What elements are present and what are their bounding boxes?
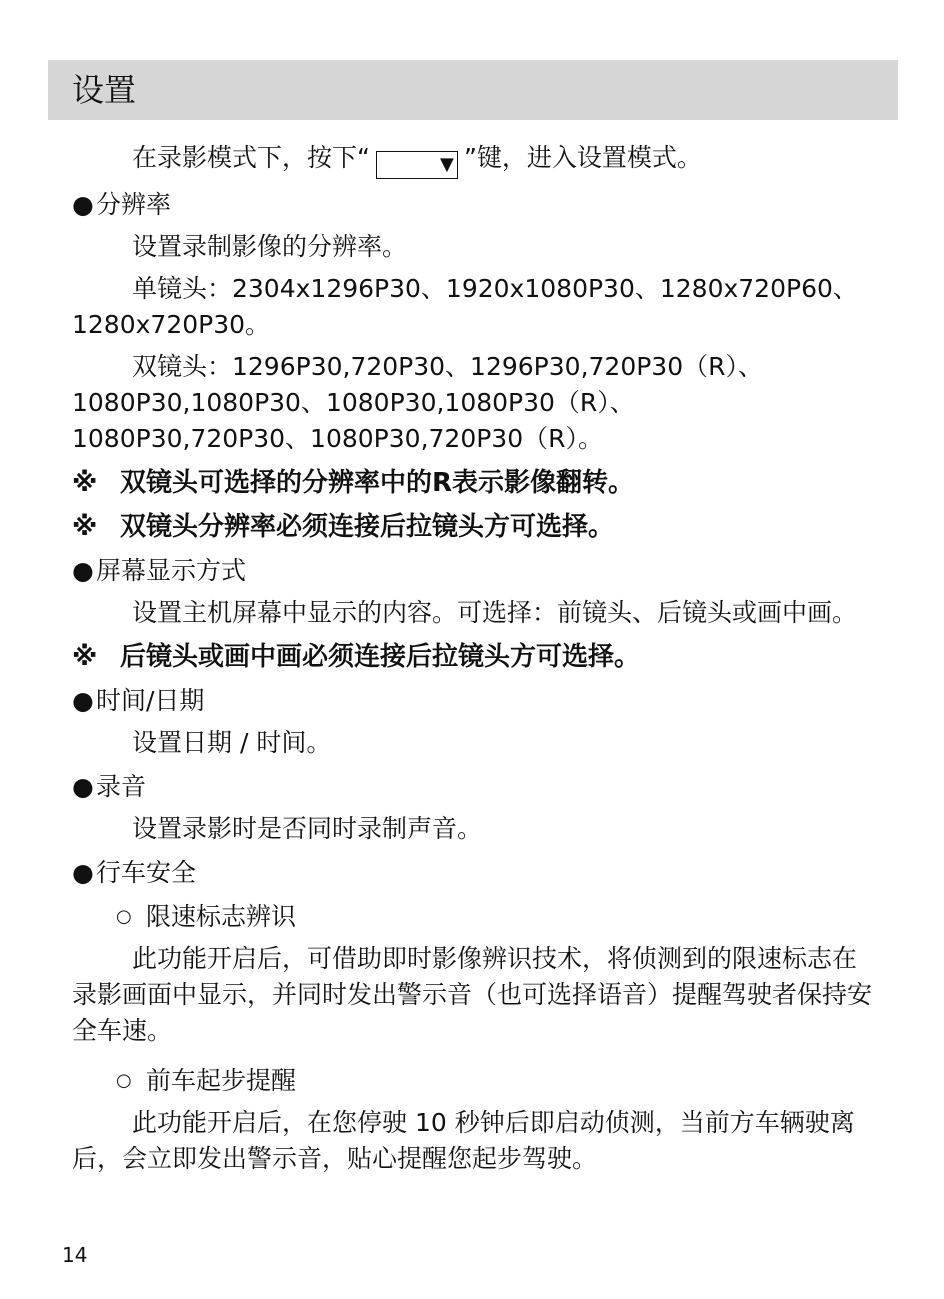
section-header (48, 60, 898, 120)
down-key-icon: ▼ (376, 151, 458, 179)
start-alert-desc: 此功能开启后，在您停驶 10 秒钟后即启动侦测，当前方车辆驶离后，会立即发出警示音，贴心提醒您起步驾驶。 (72, 1108, 855, 1173)
display-mode-desc: 设置主机屏幕中显示的内容。可选择：前镜头、后镜头或画中画。 (132, 598, 858, 627)
sub-item-start-alert (72, 1063, 872, 1099)
bullet-audio (72, 769, 872, 805)
resolution-title: 分辨率 (96, 190, 172, 219)
audio-title: 录音 (96, 772, 147, 801)
speed-sign-title: 限速标志辨识 (146, 902, 297, 931)
display-mode-title: 屏幕显示方式 (96, 556, 247, 585)
driving-safety-title: 行车安全 (96, 858, 197, 887)
circle-bullet-icon: ○ (116, 906, 132, 927)
audio-desc: 设置录影时是否同时录制声音。 (132, 814, 483, 843)
datetime-desc: 设置日期 / 时间。 (132, 728, 332, 757)
bullet-resolution (72, 187, 872, 223)
circle-bullet-icon: ○ (116, 1070, 132, 1091)
note-r-flip: ※ 双镜头可选择的分辨率中的R表示影像翻转。 (72, 468, 635, 498)
bullet-icon: ● (72, 686, 94, 715)
bullet-icon: ● (72, 858, 94, 887)
page-title: 设置 (72, 71, 137, 109)
page-number: 14 (62, 1243, 88, 1267)
bullet-driving-safety (72, 855, 872, 891)
bullet-icon: ● (72, 556, 94, 585)
bullet-icon: ● (72, 772, 94, 801)
bullet-display-mode (72, 553, 872, 589)
intro-text: 在录影模式下，按下“ ▼ ”键，进入设置模式。 (72, 140, 872, 179)
bullet-icon: ● (72, 190, 94, 219)
content (72, 140, 872, 1177)
sub-item-speed-sign (72, 899, 872, 935)
resolution-desc: 设置录制影像的分辨率。 (132, 232, 408, 261)
resolution-single: 单镜头：2304x1296P30、1920x1080P30、1280x720P60、1280x720P30。 (72, 274, 858, 339)
bullet-datetime (72, 683, 872, 719)
start-alert-title: 前车起步提醒 (146, 1066, 297, 1095)
speed-sign-desc: 此功能开启后，可借助即时影像辨识技术，将侦测到的限速标志在录影画面中显示，并同时发出警示音（也可选择语音）提醒驾驶者保持安全车速。 (72, 944, 873, 1045)
resolution-dual: 双镜头：1296P30,720P30、1296P30,720P30（R）、1080P30,1080P30、1080P30,1080P30（R）、1080P30,720P30、1080P30,720P30（R）。 (72, 352, 763, 453)
datetime-title: 时间/日期 (96, 686, 205, 715)
note-display-mode: ※ 后镜头或画中画必须连接后拉镜头方可选择。 (72, 642, 641, 672)
note-rear-camera-resolution: ※ 双镜头分辨率必须连接后拉镜头方可选择。 (72, 512, 615, 542)
